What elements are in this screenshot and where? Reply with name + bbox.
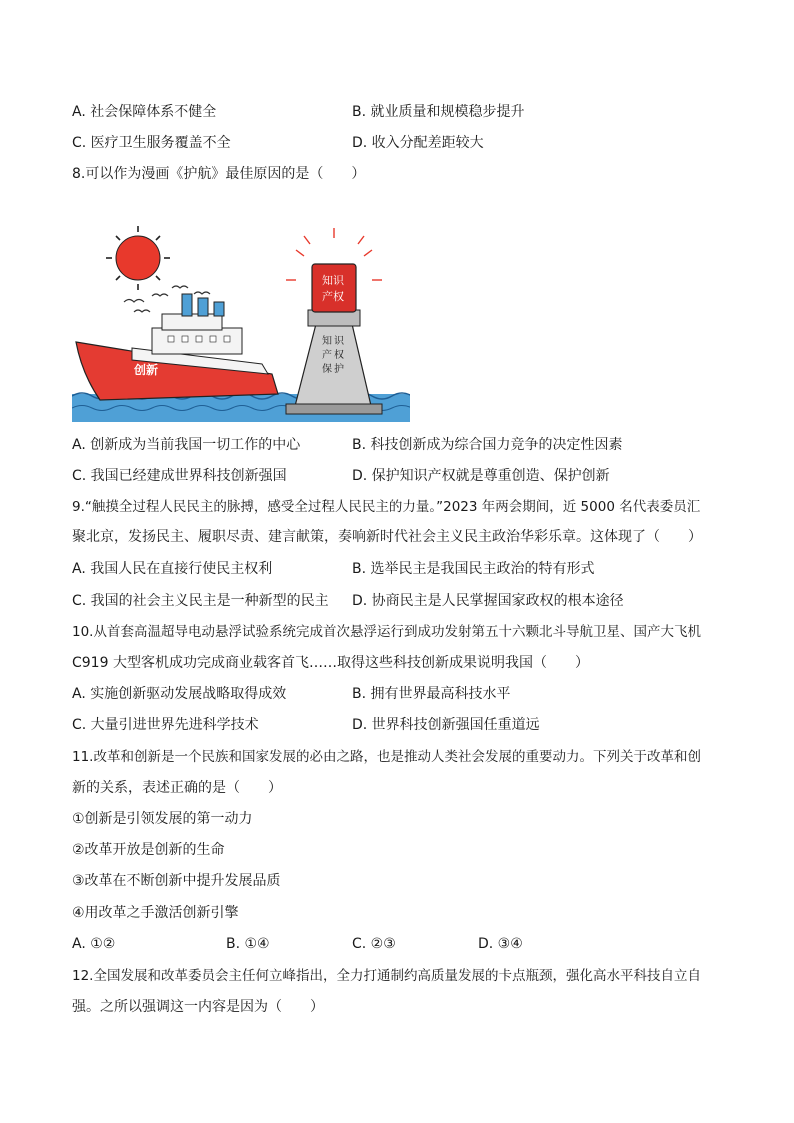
q9-option-b: B. 选举民主是我国民主政治的特有形式 [352, 561, 595, 577]
q9-option-c: C. 我国的社会主义民主是一种新型的民主 [72, 593, 329, 609]
q7-option-a: A. 社会保障体系不健全 [72, 104, 217, 120]
q7-option-d: D. 收入分配差距较大 [352, 135, 484, 151]
tower-label-char: 护 [334, 364, 344, 375]
q11-option-a: A. ①② [72, 936, 116, 952]
tower-label-char: 知 [322, 336, 332, 347]
q11-statement: ①创新是引领发展的第一动力 [72, 811, 253, 827]
tower-label-char: 保 [322, 364, 332, 375]
q10-stem-line2: C919 大型客机成功完成商业载客首飞……取得这些科技创新成果说明我国（ ） [72, 655, 589, 671]
ship-label: 创新 [134, 363, 159, 377]
q7-option-b: B. 就业质量和规模稳步提升 [352, 104, 525, 120]
q11-statement: ②改革开放是创新的生命 [72, 842, 225, 858]
q11-option-c: C. ②③ [352, 936, 396, 952]
q11-stem-line1: 11.改革和创新是一个民族和国家发展的必由之路，也是推动人类社会发展的重要动力。下列关于改革和创 [72, 749, 701, 765]
book-label-line2: 产权 [322, 290, 344, 303]
q12-stem-line2: 强。之所以强调这一内容是因为（ ） [72, 999, 324, 1015]
q8-stem: 8.可以作为漫画《护航》最佳原因的是（ ） [72, 166, 366, 182]
sun-icon [106, 226, 170, 290]
q8-option-c: C. 我国已经建成世界科技创新强国 [72, 468, 287, 484]
q8-option-b: B. 科技创新成为综合国力竞争的决定性因素 [352, 437, 623, 453]
q11-stem-line2: 新的关系，表述正确的是（ ） [72, 780, 282, 796]
q9-option-d: D. 协商民主是人民掌握国家政权的根本途径 [352, 593, 624, 609]
q11-option-d: D. ③④ [478, 936, 523, 952]
q12-stem-line1: 12.全国发展和改革委员会主任何立峰指出，全力打通制约高质量发展的卡点瓶颈，强化高水平科技自立自 [72, 968, 701, 984]
q9-stem-line2: 聚北京，发扬民主、履职尽责、建言献策，奏响新时代社会主义民主政治华彩乐章。这体现了（ ） [72, 529, 702, 545]
q8-option-a: A. 创新成为当前我国一切工作的中心 [72, 437, 301, 453]
q8-option-d: D. 保护知识产权就是尊重创造、保护创新 [352, 468, 610, 484]
q11-statement: ③改革在不断创新中提升发展品质 [72, 873, 281, 889]
q9-option-a: A. 我国人民在直接行使民主权利 [72, 561, 273, 577]
q10-option-b: B. 拥有世界最高科技水平 [352, 686, 511, 702]
q7-option-c: C. 医疗卫生服务覆盖不全 [72, 135, 231, 151]
book-label-line1: 知识 [322, 274, 344, 287]
q10-option-d: D. 世界科技创新强国任重道远 [352, 717, 540, 733]
q9-stem-line1: 9.“触摸全过程人民民主的脉搏，感受全过程人民民主的力量。”2023 年两会期间，近 5000 名代表委员汇 [72, 499, 701, 515]
ship-icon [76, 294, 278, 400]
q10-stem-line1: 10.从首套高温超导电动悬浮试验系统完成首次悬浮运行到成功发射第五十六颗北斗导航卫星、国产大飞机 [72, 624, 701, 640]
tower-label-char: 权 [334, 350, 344, 361]
q11-option-b: B. ①④ [226, 936, 270, 952]
q8-cartoon-image [72, 224, 410, 422]
tower-label-char: 识 [334, 336, 344, 347]
q10-option-c: C. 大量引进世界先进科学技术 [72, 717, 259, 733]
q11-statement: ④用改革之手激活创新引擎 [72, 905, 239, 921]
lighthouse-icon [286, 228, 382, 414]
tower-label-char: 产 [322, 350, 332, 361]
q10-option-a: A. 实施创新驱动发展战略取得成效 [72, 686, 287, 702]
birds-icon [124, 286, 210, 312]
